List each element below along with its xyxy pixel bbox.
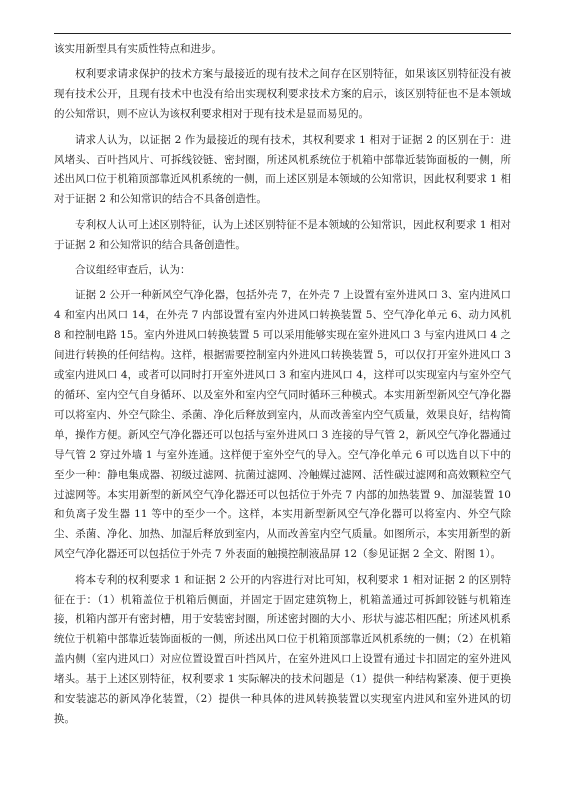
paragraph-3: 请求人认为，以证据 2 作为最接近的现有技术，其权利要求 1 相对于证据 2 的区别在于：进风堵头、百叶挡风片、可拆线铰链、密封圈，所述风机系统位于机箱中部靠近装饰面板的一侧，所述出风口位于机箱顶部靠近风机系统的一侧，而上述区别是本领域的公知常识，因此权利要求 1 相对于证据 2 和公知常识的结合不具备创造性。	[54, 133, 511, 206]
paragraph-1: 该实用新型具有实质性特点和进步。	[54, 43, 222, 55]
paragraph-7: 将本专利的权利要求 1 和证据 2 公开的内容进行对比可知，权利要求 1 相对证据 2 的区别特征在于：（1）机箱盖位于机箱后侧面，并固定于固定建筑物上，机箱盖通过可拆卸铰链与机箱连接，机箱内部开有密封槽，用于安装密封圈，所述密封圈的大小、形状与滤芯相匹配；所述风机系统位于机箱中部靠近装饰面板的一侧，所述出风口位于机箱顶部靠近风机系统的一侧；（2）在机箱盖内侧（室内进风口）对应位置设置百叶挡风片，在室外进风口上设置有通过卡扣固定的室外进风堵头。基于上述区别特征，权利要求 1 实际解决的技术问题是（1）提供一种结构紧凑、便于更换和安装滤芯的新风净化装置，（2）提供一种具体的进风转换装置以实现室内进风和室外进风的切换。	[54, 573, 511, 725]
paragraph-6: 证据 2 公开一种新风空气净化器，包括外壳 7，在外壳 7 上设置有室外进风口 3、室内进风口 4 和室内出风口 14，在外壳 7 内部设置有室内外进风口转换装置 5、空气净化单元 6、动力风机 8 和控制电路 15。室内外进风口转换装置 5 可以采用能够实现在室外进风口 3 与室内进风口 4 之间进行转换的任何结构。这样，根据需要控制室内外进风口转换装置 5，可以仅打开室外进风口 3 或室内进风口 4，或者可以同时打开室外进风口 3 和室内进风口 4，这样可以实现室内与室外空气的循环、室内空气自身循环、以及室外和室内空气同时循环三种模式。本实用新型新风空气净化器可以将室内、外空气除尘、杀菌、净化后释放到室内，从而改善室内空气质量，效果良好，结构简单，操作方便。新风空气净化器还可以包括与室外进风口 3 连接的导气管 2，新风空气净化器通过导气管 2 穿过外墙 1 与室外连通。这样便于室外空气的导入。空气净化单元 6 可以选自以下中的至少一种：静电集成器、初级过滤网、抗菌过滤网、冷触媒过滤网、活性碳过滤网和高效颗粒空气过滤网等。本实用新型的新风空气净化器还可以包括位于外壳 7 内部的加热装置 9、加湿装置 10 和负离子发生器 11 等中的至少一个。这样，本实用新型新风空气净化器可以将室内、外空气除尘、杀菌、净化、加热、加湿后释放到室内，从而改善室内空气质量。如图所示，本实用新型的新风空气净化器还可以包括位于外壳 7 外表面的触摸控制液晶屏 12（参见证据 2 全文、附图 1）。	[54, 289, 511, 561]
header-rule	[54, 33, 511, 34]
paragraph-5: 合议组经审查后，认为：	[75, 264, 191, 277]
paragraph-4: 专利权人认可上述区别特征，认为上述区别特征不是本领域的公知常识，因此权利要求 1 相对于证据 2 和公知常识的结合具备创造性。	[54, 218, 511, 251]
paragraph-2: 权利要求请求保护的技术方案与最接近的现有技术之间存在区别特征，如果该区别特征没有被现有技术公开，且现有技术中也没有给出实现权利要求技术方案的启示，该区别特征也不是本领域的公知常识，则不应认为该权利要求相对于现有技术是显而易见的。	[54, 68, 511, 121]
